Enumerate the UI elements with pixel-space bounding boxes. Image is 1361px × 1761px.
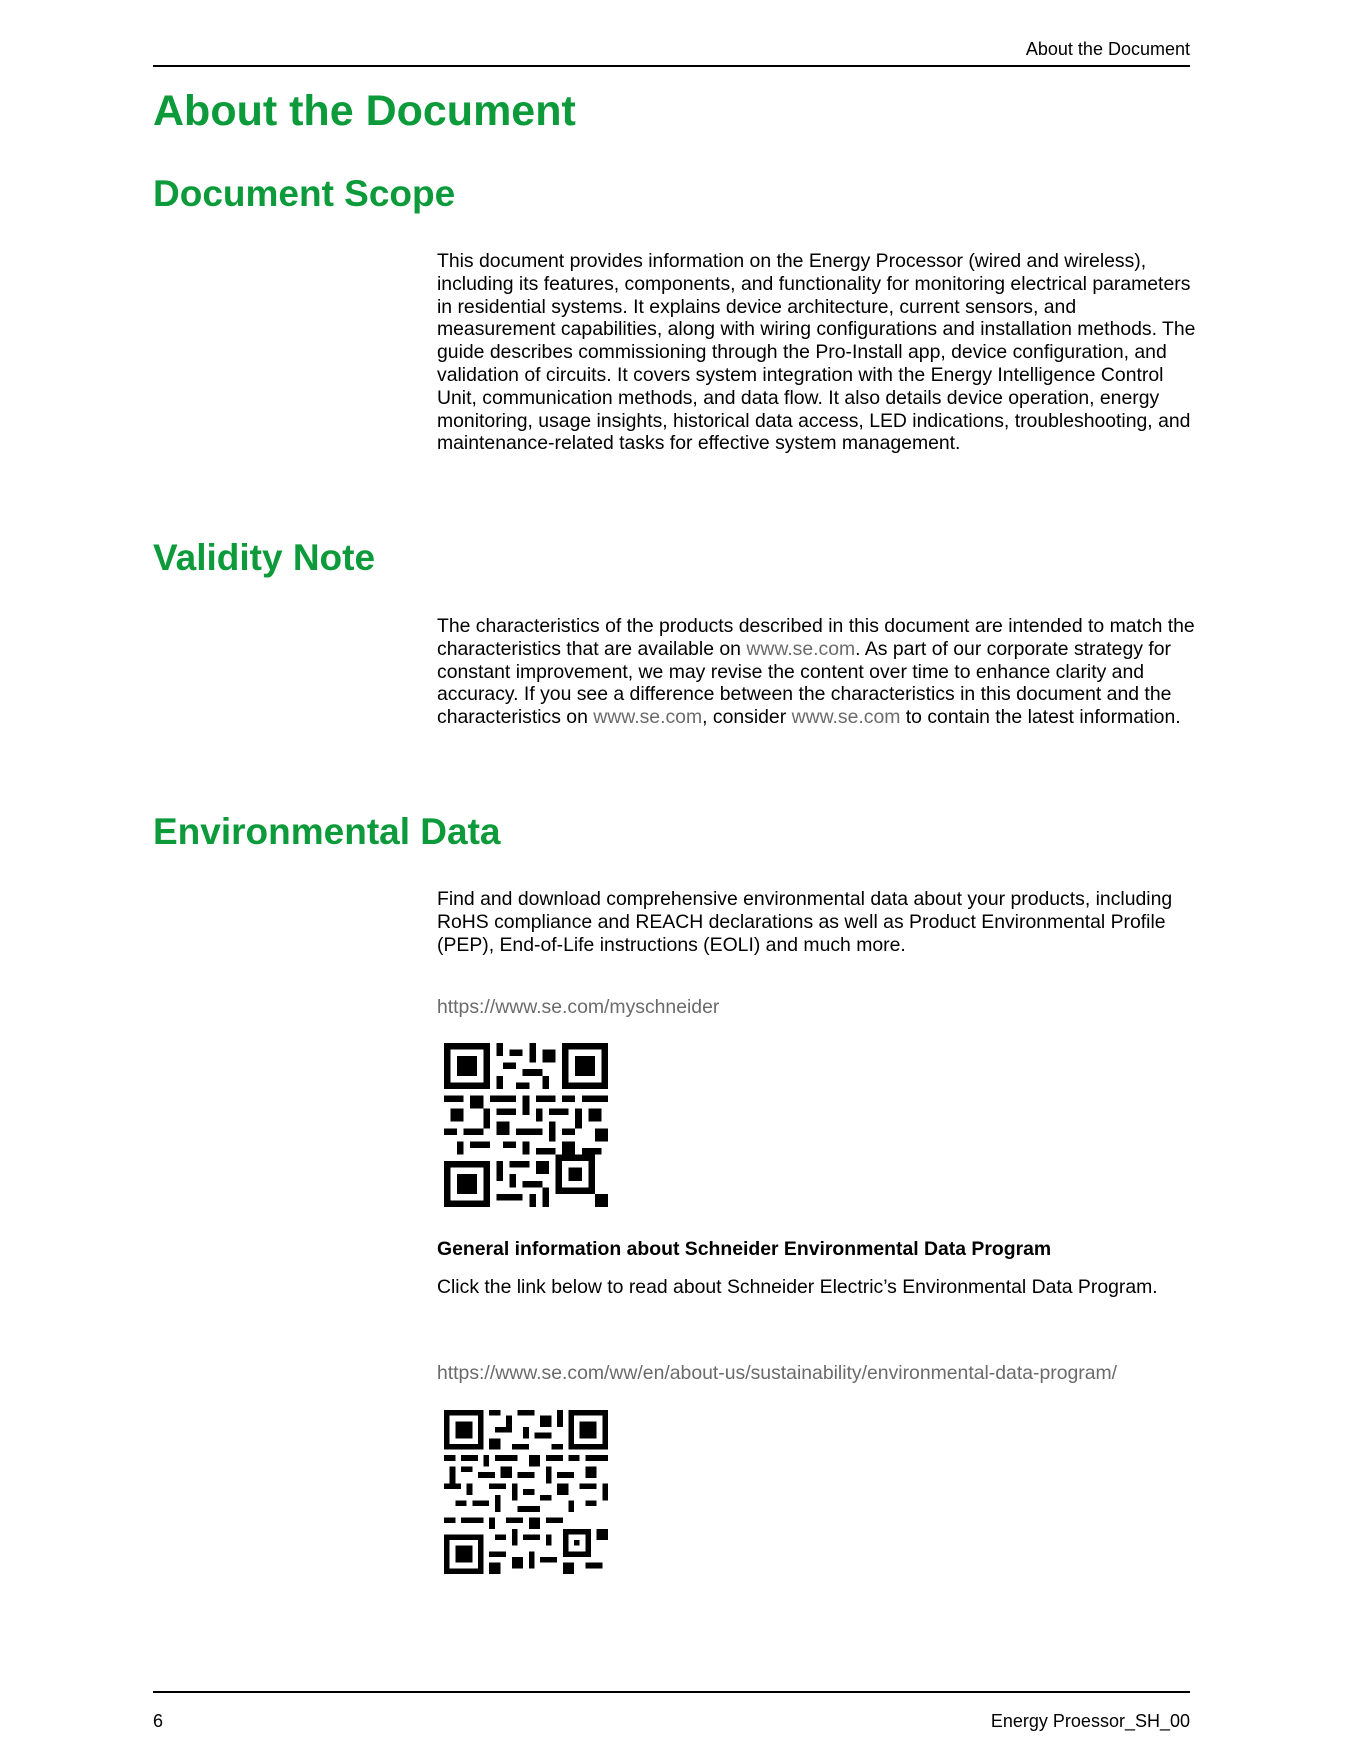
validity-text-part-1: The characteristics of the products described in this document are intended to match the characteristics that are available on	[437, 615, 1195, 660]
page-number: 6	[153, 1711, 164, 1731]
environmental-heading: Environmental Data	[153, 811, 501, 852]
footer-rule	[153, 1691, 1190, 1693]
validity-link-3[interactable]: www.se.com	[791, 706, 901, 729]
validity-heading: Validity Note	[153, 537, 376, 578]
validity-text-part-3: , consider	[702, 706, 792, 729]
validity-text	[437, 615, 1197, 729]
scope-text: This document provides information on the Energy Processor (wired and wireless), including its features, components, and functionality for monitoring electrical parameters in residential systems. It explains device architecture, current sensors, and measurement capabilities, along with wiring configurations and installation methods. The guide describes commissioning through the Pro-Install app, device configuration, and validation of circuits. It covers system integration with the Energy Intelligence Control Unit, communication methods, and data flow. It also details device operation, energy monitoring, usage insights, historical data access, LED indications, troubleshooting, and maintenance-related tasks for effective system management.	[437, 250, 1196, 455]
environmental-text: Find and download comprehensive environmental data about your products, including RoHS compliance and REACH declarations as well as Product Environmental Profile (PEP), End-of-Life instructions (EOLI) and much more.	[437, 888, 1173, 956]
program-title: General information about Schneider Environmental Data Program	[437, 1238, 1052, 1260]
myschneider-qr-code	[444, 1043, 608, 1207]
validity-text-part-2: . As part of our corporate strategy for constant improvement, we may revise the content over time to enhance clarity and accuracy. If you see a difference between the characteristics in this document and the characteristics on	[437, 637, 1172, 729]
page-title: About the Document	[153, 87, 576, 135]
scope-heading: Document Scope	[153, 173, 456, 214]
environmental-program-qr-code	[444, 1410, 608, 1574]
program-text: Click the link below to read about Schneider Electric’s Environmental Data Program.	[437, 1276, 1158, 1298]
environmental-program-link[interactable]: https://www.se.com/ww/en/about-us/sustainability/environmental-data-program/	[437, 1362, 1118, 1384]
validity-text-part-4: to contain the latest information.	[900, 706, 1181, 729]
document-id: Energy Proessor_SH_00	[990, 1711, 1190, 1731]
header-section-title: About the Document	[1025, 39, 1190, 59]
validity-link-2[interactable]: www.se.com	[593, 706, 703, 729]
header-rule	[153, 65, 1190, 67]
myschneider-link[interactable]: https://www.se.com/myschneider	[437, 996, 720, 1018]
validity-link-1[interactable]: www.se.com	[746, 637, 856, 660]
